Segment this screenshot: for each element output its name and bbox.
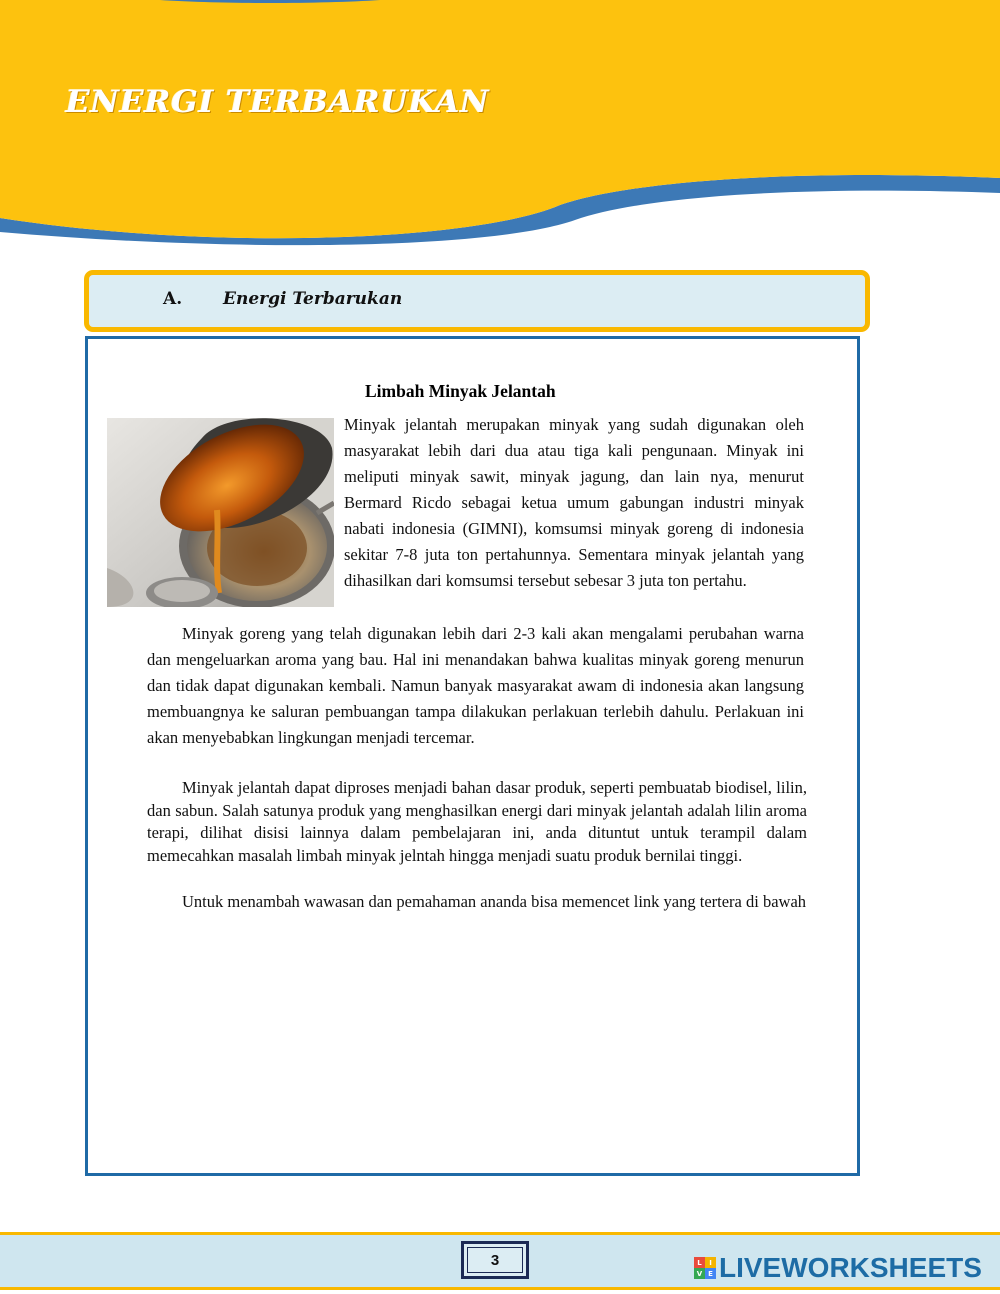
- logo-letter-e: E: [705, 1268, 716, 1279]
- section-header: [84, 270, 870, 332]
- page-title: ENERGI TERBARUKAN: [66, 84, 490, 120]
- section-title: Energi Terbarukan: [223, 289, 403, 309]
- section-letter: A.: [163, 289, 183, 309]
- top-banner: [0, 0, 1000, 250]
- article-paragraph-2: Minyak goreng yang telah digunakan lebih dari 2-3 kali akan mengalami perubahan warna dan mengeluarkan aroma yang bau. Hal ini menandakan bahwa kualitas minyak goreng menurun dan tidak dapat digunakan kembali. Namun banyak masyarakat awam di indonesia akan langsung membuangnya ke saluran pembuangan tampa dilakukan perlakuan terlebih dahulu. Perlakuan ini akan menyebabkan lingkungan menjadi tercemar.: [147, 624, 804, 747]
- logo-letter-v: V: [694, 1268, 705, 1279]
- page-number-box: [461, 1241, 529, 1279]
- oil-pouring-photo: [107, 418, 334, 607]
- logo-letter-l: L: [694, 1257, 705, 1268]
- article-paragraph-3: Minyak jelantah dapat diproses menjadi bahan dasar produk, seperti pembuatab biodisel, lilin, dan sabun. Salah satunya produk yang menghasilkan energi dari minyak jelantah adalah lilin aroma terapi, dilihat disisi lainnya dalam pembelajaran ini, anda dituntut untuk terampil dalam memecahkan masalah limbah minyak jelntah hingga menjadi suatu produk bernilai tinggi.: [147, 778, 807, 865]
- liveworksheets-brand: LIVEWORKSHEETS: [719, 1252, 982, 1283]
- logo-letter-i: I: [705, 1257, 716, 1268]
- liveworksheets-mark-icon: [694, 1257, 716, 1279]
- page-number: 3: [467, 1247, 523, 1273]
- liveworksheets-logo[interactable]: [694, 1252, 982, 1284]
- article-paragraph-1: Minyak jelantah merupakan minyak yang sudah digunakan oleh masyarakat lebih dari dua atau tiga kali pengunaan. Minyak ini meliputi minyak sawit, minyak jagung, dan lain nya, menurut Bermard Ricdo sebagai ketua umum gabungan industri minyak nabati indonesia (GIMNI), komsumsi minyak goreng di indonesia sekitar 7-8 juta ton pertahunnya. Sementara minyak jelantah yang dihasilkan dari komsumsi tersebut sebesar 3 juta ton pertahu.: [344, 415, 804, 590]
- footer: [0, 1225, 1000, 1294]
- article-title: Limbah Minyak Jelantah: [365, 381, 556, 401]
- article-paragraph-4: Untuk menambah wawasan dan pemahaman ananda bisa memencet link yang tertera di bawah: [182, 892, 807, 911]
